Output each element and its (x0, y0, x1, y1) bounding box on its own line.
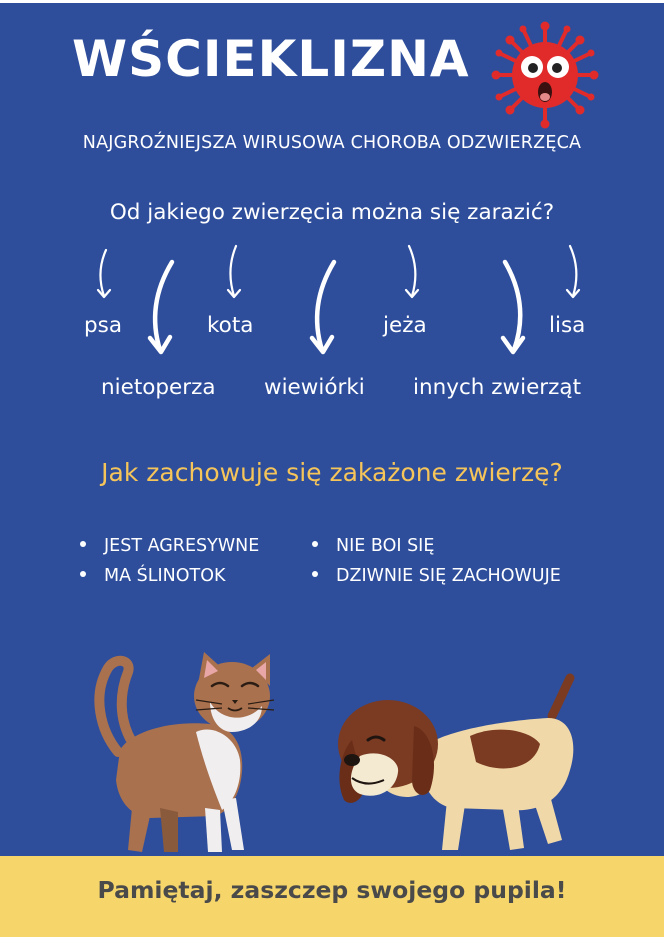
curved-arrow-icon (98, 250, 110, 297)
behavior-question: Jak zachowuje się zakażone zwierzę? (101, 458, 563, 487)
dog-illustration (338, 678, 573, 850)
footer-slogan: Pamiętaj, zaszczep swojego pupila! (97, 876, 567, 904)
pets-illustration (0, 640, 664, 860)
curved-arrow-icon (503, 262, 523, 352)
poster-subtitle: NAJGROŹNIEJSZA WIRUSOWA CHOROBA ODZWIERZĘCA (82, 133, 582, 153)
animal-fox: lisa (549, 313, 586, 338)
animal-dog: psa (84, 313, 123, 338)
animal-cat: kota (207, 313, 254, 338)
animal-other: innych zwierząt (413, 375, 582, 400)
symptom-item: NIE BOI SIĘ (312, 536, 434, 556)
symptom-item: JEST AGRESYWNE (80, 536, 259, 556)
curved-arrow-icon (150, 262, 172, 352)
curved-arrow-icon (312, 262, 334, 352)
bullet-icon (312, 571, 318, 577)
poster-title: WŚCIEKLIZNA (72, 30, 470, 88)
curved-arrow-icon (567, 246, 579, 297)
animal-bat: nietoperza (101, 375, 216, 400)
cat-illustration (99, 652, 274, 852)
symptom-item: DZIWNIE SIĘ ZACHOWUJE (312, 566, 561, 586)
curved-arrow-icon (406, 246, 418, 297)
source-question: Od jakiego zwierzęcia można się zarazić? (109, 200, 555, 225)
symptom-item: MA ŚLINOTOK (80, 566, 225, 586)
curved-arrow-icon (228, 246, 240, 297)
animal-hedgehog: jeża (383, 313, 427, 338)
bullet-icon (80, 571, 86, 577)
virus-icon (490, 20, 600, 130)
scan-edge (0, 0, 664, 3)
animal-squirrel: wiewiórki (264, 375, 365, 400)
bullet-icon (80, 541, 86, 547)
bullet-icon (312, 541, 318, 547)
